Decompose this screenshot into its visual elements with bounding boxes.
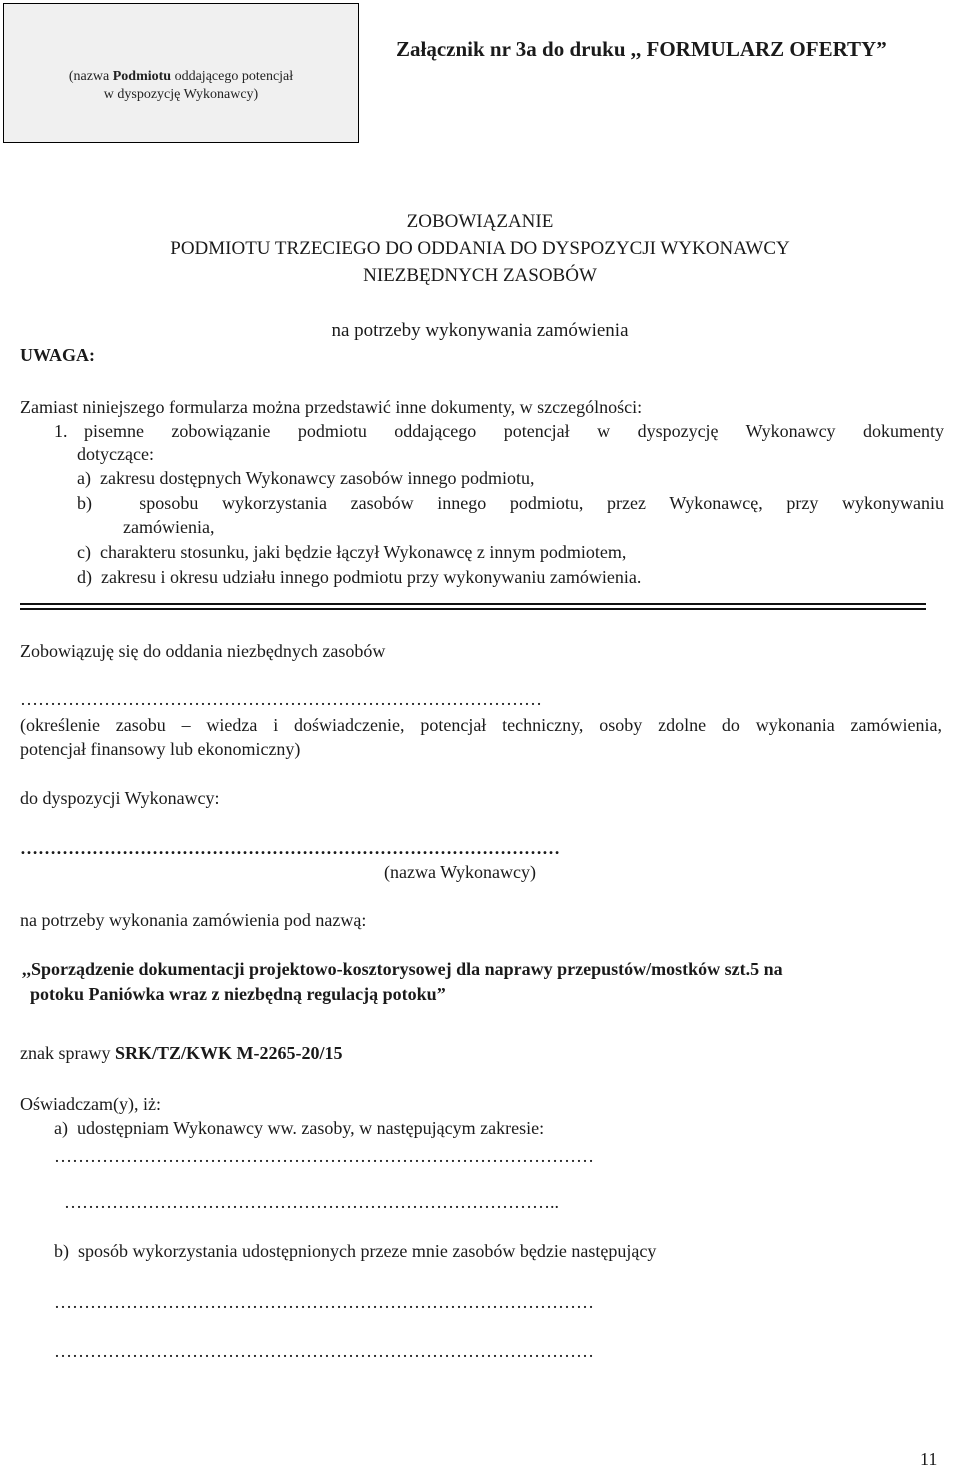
resource-hint-line2: potencjał finansowy lub ekonomiczny) <box>20 739 301 759</box>
declare-a-dots2: ……………………………………………………………………….. <box>64 1192 559 1212</box>
declare-b-dots1: ……………………………………………………………………………… <box>54 1292 594 1312</box>
separator-bottom <box>20 608 926 610</box>
declare-item-a: a) udostępniam Wykonawcy ww. zasoby, w następującym zakresie: <box>54 1118 545 1138</box>
doc-subtitle: na potrzeby wykonywania zamówienia <box>331 320 629 341</box>
stamp-line1-bold: Podmiotu <box>112 69 172 84</box>
declare-b-dots2: ……………………………………………………………………………… <box>54 1341 594 1361</box>
uwaga-label: UWAGA: <box>20 345 95 365</box>
item1-c: c) charakteru stosunku, jaki będzie łączył Wykonawcę z innym podmiotem, <box>77 542 627 562</box>
for-order-label: na potrzeby wykonania zamówienia pod nazwą: <box>20 910 367 930</box>
intro-text: Zamiast niniejszego formularza można przedstawić inne dokumenty, w szczególności: <box>20 397 643 417</box>
resource-hint-line1: (określenie zasobu – wiedza i doświadczenie, potencjał techniczny, osoby zdolne do wykonania zamówienia, <box>20 715 942 735</box>
item1-b-line2: zamówienia, <box>123 517 215 537</box>
stamp-line1-pre: (nazwa <box>68 69 113 84</box>
doc-title-line3: NIEZBĘDNYCH ZASOBÓW <box>363 265 597 286</box>
commit-line: Zobowiązuję się do oddania niezbędnych zasobów <box>20 641 386 661</box>
declare-a-dots1: ……………………………………………………………………………… <box>54 1146 594 1166</box>
order-name-line1: ,,Sporządzenie dokumentacji projektowo-kosztorysowej dla naprawy przepustów/mostków szt.5 na <box>22 959 783 979</box>
resource-dots: …………………………………………………………………………… <box>20 689 542 709</box>
annex-title: Załącznik nr 3a do druku ,, FORMULARZ OFERTY” <box>396 37 887 61</box>
case-line <box>20 1042 342 1065</box>
page-number: 11 <box>920 1449 938 1469</box>
separator-top <box>20 603 926 605</box>
contractor-hint: (nazwa Wykonawcy) <box>384 862 537 882</box>
contractor-dots: ……………………………………………………………………………… <box>20 838 560 858</box>
item1-d: d) zakresu i okresu udziału innego podmiotu przy wykonywaniu zamówienia. <box>77 567 642 587</box>
case-label: znak sprawy <box>20 1043 115 1063</box>
item1-text-line1: pisemne zobowiązanie podmiotu oddającego potencjał w dyspozycję Wykonawcy dokumenty <box>84 421 944 441</box>
declare-label: Oświadczam(y), iż: <box>20 1094 161 1114</box>
stamp-box <box>3 3 359 143</box>
item1-a: a) zakresu dostępnych Wykonawcy zasobów innego podmiotu, <box>77 468 535 488</box>
doc-title-line2: PODMIOTU TRZECIEGO DO ODDANIA DO DYSPOZYCJI WYKONAWCY <box>170 238 790 259</box>
declare-item-b: b) sposób wykorzystania udostępnionych przeze mnie zasobów będzie następujący <box>54 1241 657 1261</box>
item1-b-line1: b) sposobu wykorzystania zasobów innego podmiotu, przez Wykonawcę, przy wykonywaniu <box>77 493 944 513</box>
case-number: SRK/TZ/KWK M-2265-20/15 <box>114 1043 343 1063</box>
stamp-caption <box>4 68 358 104</box>
order-name-line2: potoku Paniówka wraz z niezbędną regulacją potoku” <box>30 984 446 1004</box>
doc-title-line1: ZOBOWIĄZANIE <box>406 211 554 232</box>
stamp-line1-post: oddającego potencjał <box>171 69 294 84</box>
to-contractor-label: do dyspozycji Wykonawcy: <box>20 788 220 808</box>
item1-number: 1. <box>54 421 68 441</box>
item1-text-line2: dotyczące: <box>77 444 154 464</box>
stamp-line2: w dyspozycję Wykonawcy) <box>103 87 259 102</box>
